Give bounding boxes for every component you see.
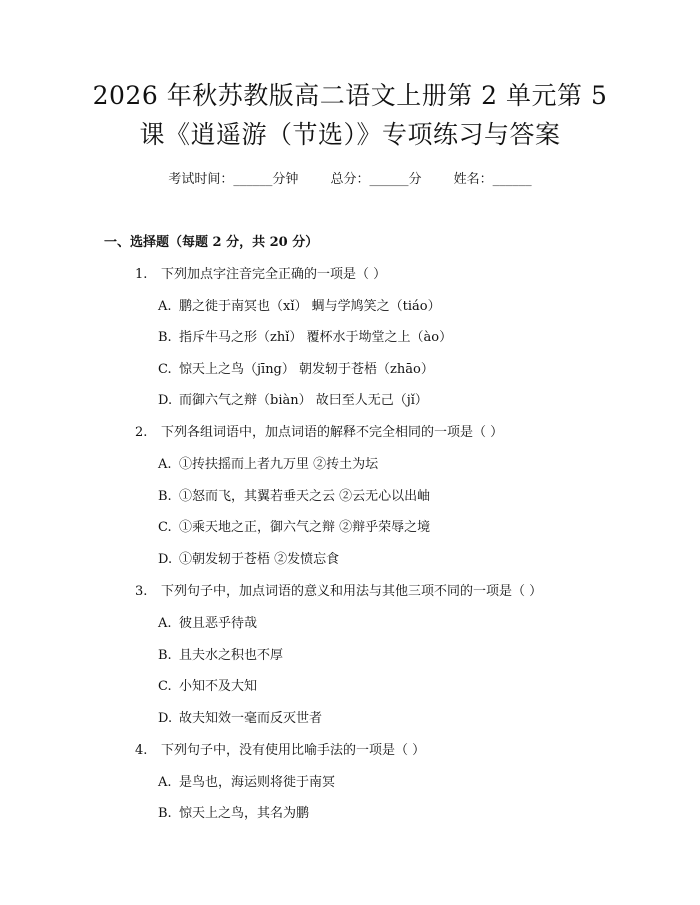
option-letter: D. — [158, 393, 173, 408]
option-text: 惊天上之鸟，其名为鹏 — [179, 806, 310, 821]
page-title-line-1: 2026 年秋苏教版高二语文上册第 2 单元第 5 — [92, 81, 608, 110]
option-letter: B. — [158, 330, 172, 345]
option-2a — [158, 453, 378, 472]
option-letter: B. — [158, 648, 172, 663]
option-2c — [158, 516, 430, 535]
option-1b — [158, 326, 452, 345]
option-1a — [158, 295, 441, 314]
option-letter: B. — [158, 806, 172, 821]
section-heading: 一、选择题（每题 2 分，共 20 分） — [104, 235, 319, 250]
option-letter: D. — [158, 552, 173, 567]
question-number: 3. — [135, 584, 148, 599]
option-letter: C. — [158, 520, 172, 535]
option-text: ①抟扶摇而上者九万里 ②抟土为坛 — [179, 457, 379, 472]
question-stem: 下列加点字注音完全正确的一项是（ ） — [161, 267, 387, 282]
question-1 — [135, 263, 386, 282]
question-4 — [135, 739, 425, 758]
option-text: 小知不及大知 — [179, 679, 258, 694]
option-4a — [158, 771, 335, 790]
option-3b — [158, 644, 283, 663]
total-score-field: 总分：______分 — [330, 172, 422, 187]
option-2b — [158, 485, 430, 504]
option-text: 故夫知效一毫而反灭世者 — [179, 711, 323, 726]
option-4b — [158, 802, 309, 821]
name-field: 姓名：______ — [453, 172, 532, 187]
option-letter: C. — [158, 362, 172, 377]
exam-time-field: 考试时间：______分钟 — [168, 172, 299, 187]
option-text: 且夫水之积也不厚 — [179, 648, 284, 663]
question-number: 2. — [135, 425, 148, 440]
option-text: ①朝发轫于苍梧 ②发愤忘食 — [179, 552, 340, 567]
option-text: 惊天上之鸟（jīng） 朝发轫于苍梧（zhāo） — [179, 362, 434, 377]
exam-meta — [0, 168, 700, 187]
option-1d — [158, 389, 428, 408]
option-letter: A. — [158, 457, 172, 472]
option-letter: C. — [158, 679, 172, 694]
option-text: ①乘天地之正，御六气之辩 ②辩乎荣辱之境 — [179, 520, 431, 535]
option-3a — [158, 612, 257, 631]
option-3c — [158, 675, 257, 694]
question-stem: 下列句子中，加点词语的意义和用法与其他三项不同的一项是（ ） — [161, 584, 543, 599]
question-number: 4. — [135, 743, 148, 758]
option-text: 彼且恶乎待哉 — [179, 616, 258, 631]
option-text: ①怒而飞，其翼若垂天之云 ②云无心以出岫 — [179, 489, 431, 504]
option-2d — [158, 548, 339, 567]
option-text: 鹏之徙于南冥也（xǐ） 蜩与学鸠笑之（tiáo） — [179, 299, 441, 314]
option-letter: A. — [158, 775, 172, 790]
option-text: 指斥牛马之形（zhǐ） 覆杯水于坳堂之上（ào） — [179, 330, 453, 345]
question-stem: 下列句子中，没有使用比喻手法的一项是（ ） — [161, 743, 426, 758]
option-text: 而御六气之辩（biàn） 故曰至人无己（jǐ） — [179, 393, 428, 408]
question-2 — [135, 421, 503, 440]
option-text: 是鸟也，海运则将徙于南冥 — [179, 775, 336, 790]
question-stem: 下列各组词语中，加点词语的解释不完全相同的一项是（ ） — [161, 425, 504, 440]
option-1c — [158, 358, 434, 377]
question-number: 1. — [135, 267, 148, 282]
page-title-line-2: 课《逍遥游（节选）》专项练习与答案 — [139, 120, 561, 149]
option-letter: D. — [158, 711, 173, 726]
option-3d — [158, 707, 322, 726]
option-letter: A. — [158, 616, 172, 631]
option-letter: B. — [158, 489, 172, 504]
option-letter: A. — [158, 299, 172, 314]
question-3 — [135, 580, 542, 599]
